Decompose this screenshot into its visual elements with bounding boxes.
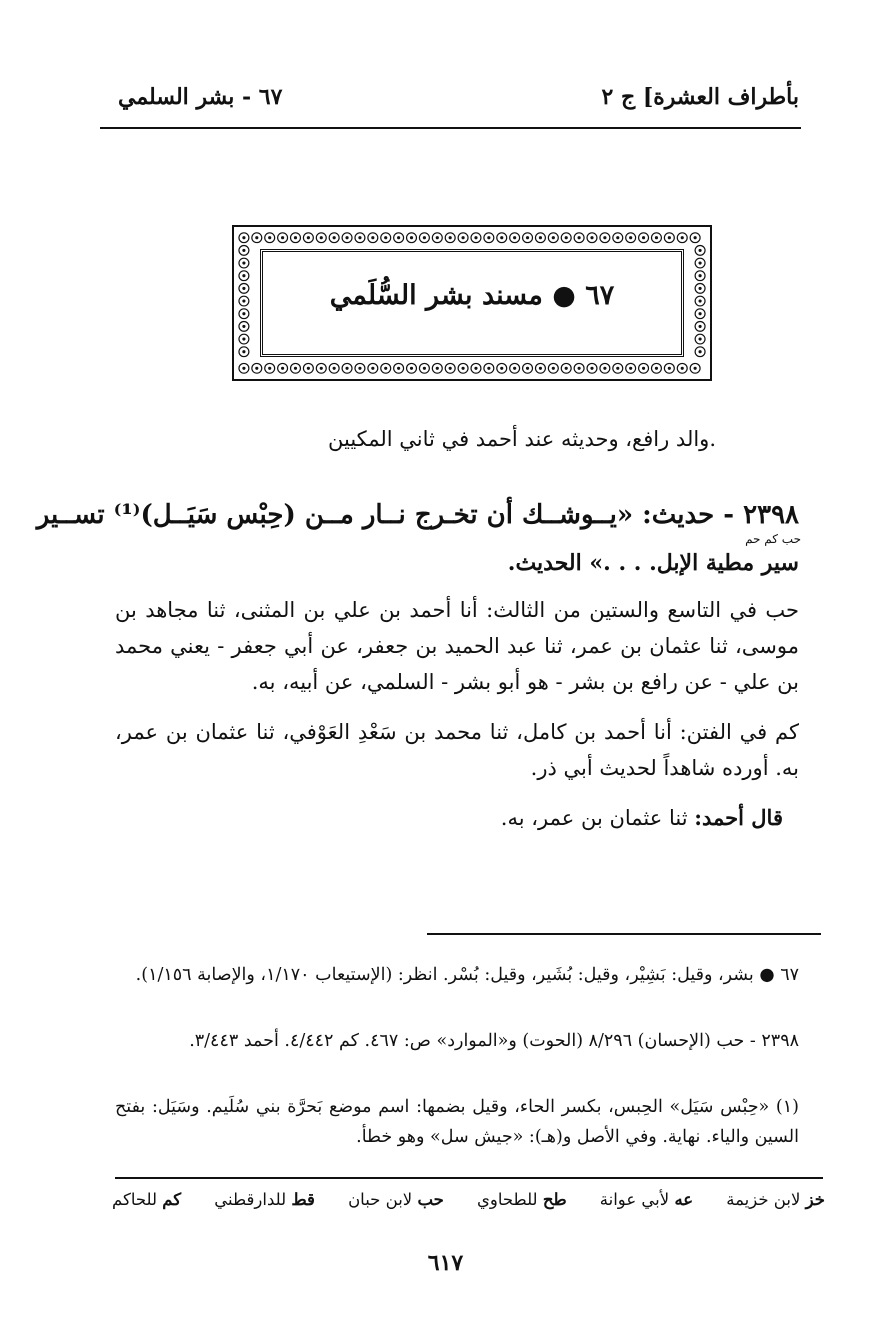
sigla-item: عه لأبي عوانة: [599, 1190, 694, 1209]
footnote: ٢٣٩٨ - حب (الإحسان) ٨/٢٩٦ (الحوت) و«الموارد» ص: ٤٦٧. كم ٤/٤٤٢. أحمد ٣/٤٤٣.: [189, 1031, 799, 1051]
hadith-heading-line: ٢٣٩٨ - حديث: «يــوشــك أن تخـرج نــار مــن (حِبْس سَيَــل)⁽¹⁾ تســير: [36, 500, 799, 530]
sigla-item: قط للدارقطني: [214, 1190, 315, 1209]
ahmad-label: قال أحمد:: [694, 805, 783, 830]
section-title: ٦٧ ● مسند بشر السُّلَمي: [329, 280, 615, 311]
ornamental-frame: [232, 225, 712, 381]
sigla-item: كم للحاكم: [112, 1190, 182, 1209]
intro-line: والد رافع، وحديثه عند أحمد في ثاني المكيين.: [328, 427, 716, 451]
sigla-divider: [115, 1177, 823, 1179]
source-codes: حب كم حم: [745, 532, 801, 546]
body-paragraph: حب في التاسع والستين من الثالث: أنا أحمد بن علي بن المثنى، ثنا مجاهد بن موسى، ثنا عثمان بن عمر، ثنا عبد الحميد بن جعفر، عن أبي جعفر - يعني محمد بن علي - عن رافع بن بشر - هو أبو بشر - السلمي، عن أبيه، به.: [115, 598, 799, 694]
sigla-item: حب لابن حبان: [348, 1190, 444, 1209]
footnote: ٦٧ ● بشر، وقيل: بَشِيْر، وقيل: بُشَير، وقيل: بُسْر. انظر: (الإستيعاب ١/١٧٠، والإصابة ١/١٥٦).: [135, 965, 799, 985]
running-header-left: ٦٧ - بشر السلمي: [118, 84, 283, 110]
body-paragraph: كم في الفتن: أنا أحمد بن كامل، ثنا محمد بن سَعْدِ العَوْفي، ثنا عثمان بن عمر، به. أورده شاهداً لحديث أبي ذر.: [115, 720, 799, 780]
sigla-legend: [112, 1190, 825, 1209]
footnote: (١) «حِبْس سَيَل» الحِبس، بكسر الحاء، وقيل بضمها: اسم موضع بَحرَّة بني سُلَيم. وسَيَل: بفتح السين والياء. نهاية. وفي الأصل و(هـ): «جيش سل» وهو خطأ.: [115, 1097, 799, 1147]
hadith-heading-continuation: سير مطية الإبل. . . .» الحديث.: [507, 550, 799, 576]
header-divider: [100, 127, 801, 129]
sigla-item: خز لابن خزيمة: [726, 1190, 825, 1209]
sigla-item: طح للطحاوي: [477, 1190, 567, 1209]
footnote-divider: [427, 933, 821, 935]
page-number: ٦١٧: [427, 1250, 464, 1276]
frame-inner-box: [260, 249, 684, 357]
ahmad-line: [501, 800, 783, 836]
ahmad-text: ثنا عثمان بن عمر، به.: [500, 806, 688, 830]
running-header-right: بأطراف العشرة] ج ٢: [601, 84, 799, 110]
